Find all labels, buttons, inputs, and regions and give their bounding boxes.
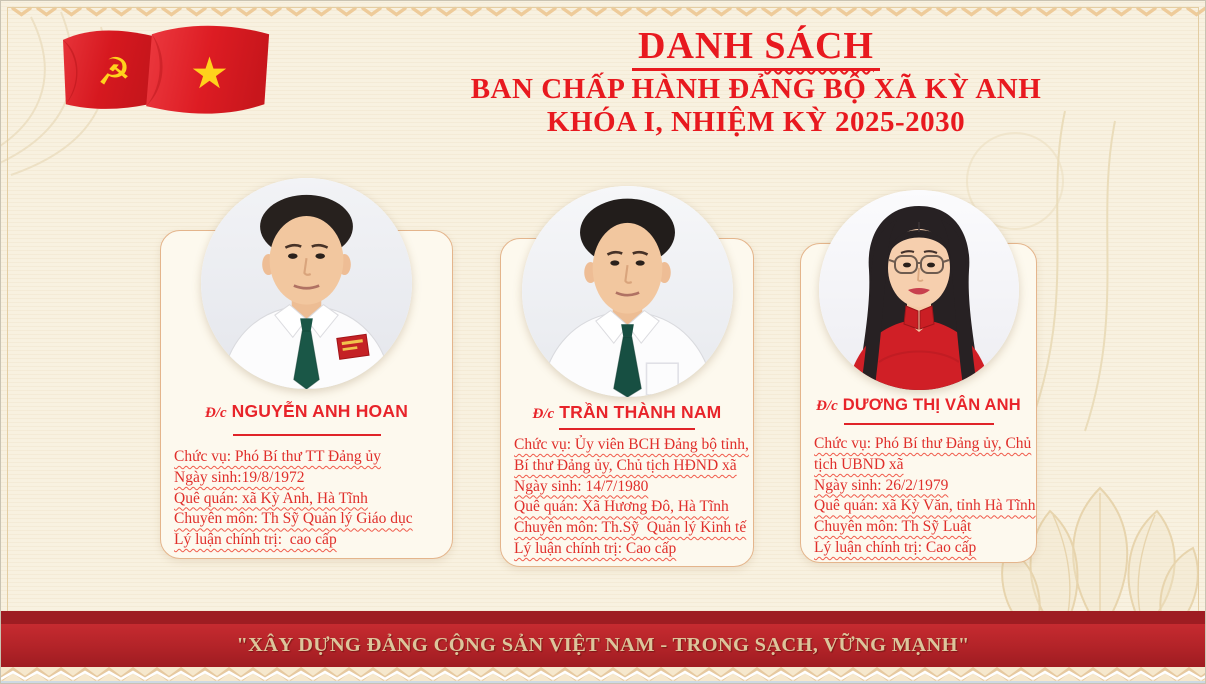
- member-card-1: [160, 230, 453, 559]
- member-card-3: [800, 243, 1037, 563]
- footer-banner: [1, 624, 1205, 667]
- member-photo-2: [522, 186, 733, 397]
- member-name-1: Đ/c NGUYỄN ANH HOAN: [204, 401, 409, 421]
- detail-line: Chuyên môn: Th Sỹ Luật: [814, 518, 972, 536]
- detail-line: Lý luận chính trị: Cao cấp: [814, 538, 977, 556]
- detail-line: tịch UBND xã: [814, 455, 904, 473]
- bottom-zigzag-pattern: [1, 667, 1205, 681]
- member-details-3: [814, 434, 1036, 559]
- comrade-prefix: Đ/c: [204, 405, 227, 421]
- member-card-2: [500, 238, 754, 567]
- page-title: [321, 25, 1191, 67]
- detail-line: Ngày sinh:19/8/1972: [174, 468, 305, 486]
- gold-star-icon: ★: [190, 49, 230, 100]
- detail-line: Chuyên môn: Th Sỹ Quản lý Giáo dục: [174, 510, 413, 528]
- detail-line: Ngày sinh: 14/7/1980: [514, 477, 649, 495]
- portrait-man-white-shirt: [522, 186, 733, 397]
- top-border-pattern: [9, 6, 1206, 18]
- member-photo-3: [819, 190, 1019, 390]
- title-line2: BAN CHẤP HÀNH ĐẢNG BỘ XÃ KỲ ANH: [470, 73, 1042, 105]
- title-line1-part1: DANH: [638, 25, 765, 67]
- delegate-badge-icon: [337, 334, 369, 359]
- portrait-woman-red-aodai-glasses: [819, 190, 1019, 390]
- member-details-2: [514, 435, 747, 560]
- flags-graphic: [53, 21, 281, 125]
- member-name-3: Đ/c DƯƠNG THỊ VÂN ANH: [816, 396, 1021, 414]
- title-line1-part2: SÁCH: [764, 25, 874, 67]
- detail-line: Bí thư Đảng ủy, Chủ tịch HĐND xã: [514, 456, 737, 474]
- detail-line: Chuyên môn: Th.Sỹ Quản lý Kinh tế: [514, 519, 747, 537]
- comrade-prefix: Đ/c: [532, 406, 555, 422]
- member-photo-1: [201, 178, 412, 389]
- detail-line: Ngày sinh: 26/2/1979: [814, 476, 949, 494]
- name-underline: [233, 434, 381, 436]
- detail-line: Quê quán: Xã Hương Đô, Hà Tĩnh: [514, 498, 729, 516]
- member-details-1: [174, 447, 446, 551]
- hammer-sickle-icon: ☭: [97, 49, 131, 94]
- detail-line: Lý luận chính trị: Cao cấp: [514, 539, 677, 557]
- footer-slogan: "XÂY DỰNG ĐẢNG CỘNG SẢN VIỆT NAM - TRONG SẠCH, VỮNG MẠNH": [236, 634, 970, 656]
- name-underline: [844, 423, 994, 425]
- member-name-2: Đ/c TRẦN THÀNH NAM: [532, 402, 722, 422]
- vietnam-flag-icon: [146, 26, 269, 114]
- portrait-man-white-shirt-badge: [201, 178, 412, 389]
- detail-line: Lý luận chính trị: cao cấp: [174, 531, 337, 549]
- comrade-prefix: Đ/c: [816, 398, 838, 414]
- title-block: [321, 25, 1191, 139]
- detail-line: Quê quán: xã Kỳ Anh, Hà Tĩnh: [174, 489, 368, 507]
- title-line3: KHÓA I, NHIỆM KỲ 2025-2030: [546, 106, 966, 138]
- detail-line: Chức vụ: Phó Bí thư Đảng ủy, Chủ: [814, 435, 1032, 452]
- detail-line: Quê quán: xã Kỳ Văn, tỉnh Hà Tĩnh: [814, 497, 1036, 515]
- detail-line: Chức vụ: Phó Bí thư TT Đảng ủy: [174, 448, 381, 465]
- detail-line: Chức vụ: Ủy viên BCH Đảng bộ tỉnh,: [514, 436, 749, 453]
- footer-banner-top-strip: [1, 611, 1205, 624]
- name-underline: [559, 428, 695, 430]
